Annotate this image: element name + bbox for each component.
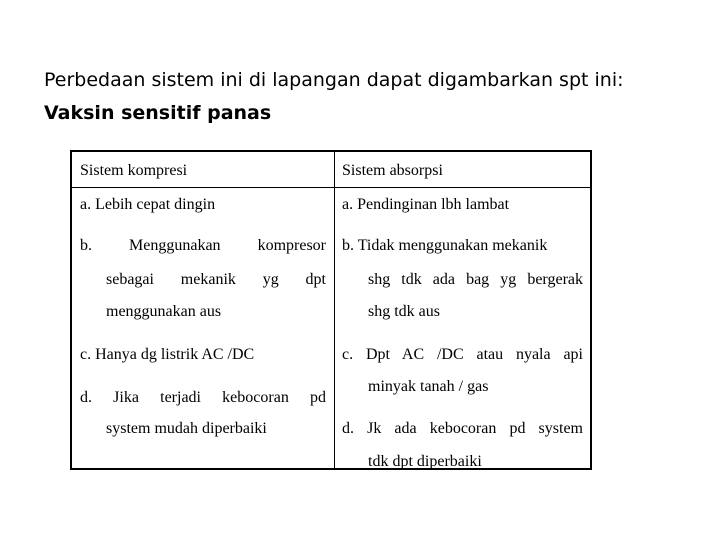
right-item-b-line3: shg tdk aus <box>368 303 440 320</box>
intro-line-1: Perbedaan sistem ini di lapangan dapat digambarkan spt ini: <box>44 69 624 91</box>
intro-line-2-bold: Vaksin sensitif panas <box>44 102 272 124</box>
right-item-b-line2: shg tdk ada bag yg bergerak <box>368 271 583 288</box>
left-item-d-line1: d. Jika terjadi kebocoran pd <box>80 389 326 406</box>
intro-text <box>44 64 624 130</box>
right-item-c-line1: c. Dpt AC /DC atau nyala api <box>342 346 583 363</box>
header-absorpsi: Sistem absorpsi <box>342 162 443 179</box>
right-item-b-line1: b. Tidak menggunakan mekanik <box>342 237 548 254</box>
right-item-d-line2: tdk dpt diperbaiki <box>368 453 482 470</box>
left-item-d-line2: system mudah diperbaiki <box>106 420 267 437</box>
left-item-b-line3: menggunakan aus <box>106 303 222 320</box>
right-item-a: a. Pendinginan lbh lambat <box>342 196 510 213</box>
right-item-d-line1: d. Jk ada kebocoran pd system <box>342 420 583 437</box>
header-kompresi: Sistem kompresi <box>80 162 188 179</box>
header-divider <box>72 187 590 188</box>
left-item-a: a. Lebih cepat dingin <box>80 196 216 213</box>
left-item-b-line1: b. Menggunakan kompresor <box>80 237 326 254</box>
comparison-table <box>70 150 592 470</box>
left-item-c: c. Hanya dg listrik AC /DC <box>80 346 255 363</box>
column-divider <box>334 152 335 468</box>
left-item-b-line2: sebagai mekanik yg dpt <box>106 271 326 288</box>
right-item-c-line2: minyak tanah / gas <box>368 378 489 395</box>
